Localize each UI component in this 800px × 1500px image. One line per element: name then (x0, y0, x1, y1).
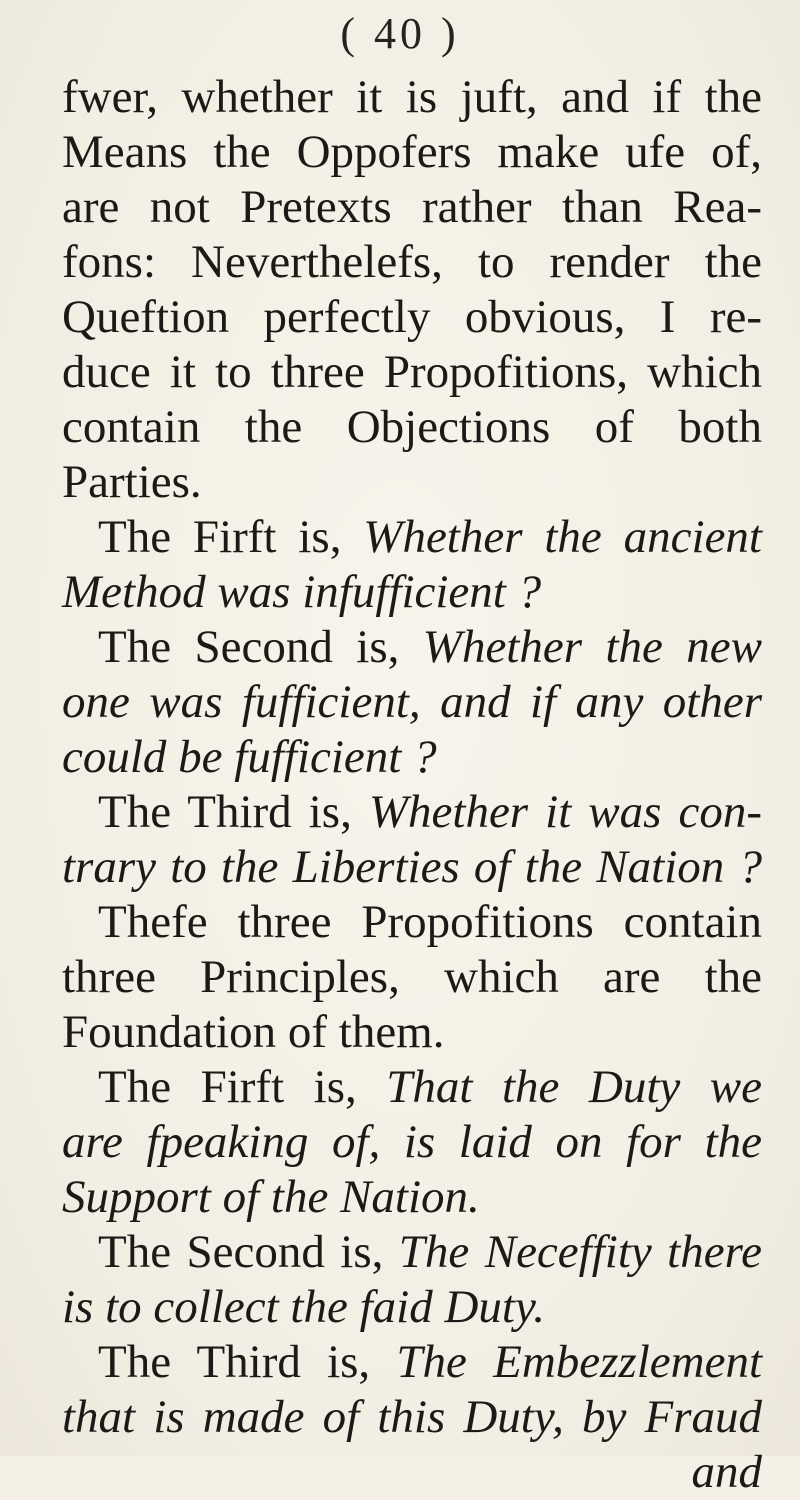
italic-text: Method was infufficient ? (62, 566, 542, 618)
text-line (62, 1280, 762, 1335)
italic-text: one was fufficient, and if any other (62, 676, 762, 728)
roman-text: Queftion perfectly obvious, I re- (62, 291, 762, 343)
text-line (62, 1335, 762, 1390)
body-text (62, 70, 762, 1500)
roman-text: Means the Oppofers make ufe of, (62, 126, 762, 178)
text-line (62, 290, 762, 345)
italic-text: Whether the new (422, 621, 762, 673)
text-line (62, 785, 762, 840)
text-line (62, 675, 762, 730)
text-line (62, 70, 762, 125)
text-line (62, 345, 762, 400)
italic-text: could be fufficient ? (62, 731, 437, 783)
text-line (62, 840, 762, 895)
roman-text: three Principles, which are the (62, 951, 762, 1003)
text-line (62, 125, 762, 180)
text-line (62, 895, 762, 950)
text-line (62, 455, 762, 510)
roman-text: fwer, whether it is juft, and if the (62, 71, 762, 123)
italic-text: The Embezzlement (396, 1336, 762, 1388)
italic-text: are fpeaking of, is laid on for the (62, 1116, 762, 1168)
text-line (62, 565, 762, 620)
text-line (62, 950, 762, 1005)
text-line (62, 730, 762, 785)
text-line (62, 235, 762, 290)
italic-text: and (691, 1446, 762, 1498)
italic-text: That the Duty we (386, 1061, 763, 1113)
roman-text: The Second is, (98, 621, 423, 673)
text-line (62, 1225, 762, 1280)
italic-text: The Neceffity there (398, 1226, 762, 1278)
roman-text: Foundation of them. (62, 1006, 445, 1058)
italic-text: is to collect the faid Duty. (62, 1281, 545, 1333)
italic-text: Whether the ancient (363, 511, 762, 563)
text-line (62, 400, 762, 455)
roman-text: The Third is, (98, 1336, 397, 1388)
text-line (62, 180, 762, 235)
roman-text: fons: Neverthelefs, to render the (62, 236, 762, 288)
italic-text: Support of the Nation. (62, 1171, 480, 1223)
roman-text: The Third is, (98, 786, 369, 838)
roman-text: Thefe three Propofitions contain (98, 896, 762, 948)
roman-text: The Second is, (98, 1226, 399, 1278)
text-line (62, 1115, 762, 1170)
italic-text: that is made of this Duty, by Fraud (62, 1391, 762, 1443)
roman-text: duce it to three Propofitions, which (62, 346, 762, 398)
text-line (62, 1390, 762, 1445)
text-line (62, 1445, 762, 1500)
text-line (62, 1170, 762, 1225)
text-line (62, 510, 762, 565)
roman-text: The Firft is, (98, 1061, 387, 1113)
italic-text: trary to the Liberties of the Nation ? (62, 841, 762, 893)
italic-text: Whether it was con- (368, 786, 762, 838)
roman-text: contain the Objections of both (62, 401, 762, 453)
roman-text: The Firft is, (98, 511, 364, 563)
text-line (62, 620, 762, 675)
text-line (62, 1060, 762, 1115)
roman-text: are not Pretexts rather than Rea- (62, 181, 762, 233)
text-line (62, 1005, 762, 1060)
roman-text: Parties. (62, 456, 202, 508)
page-number: ( 40 ) (340, 9, 460, 58)
